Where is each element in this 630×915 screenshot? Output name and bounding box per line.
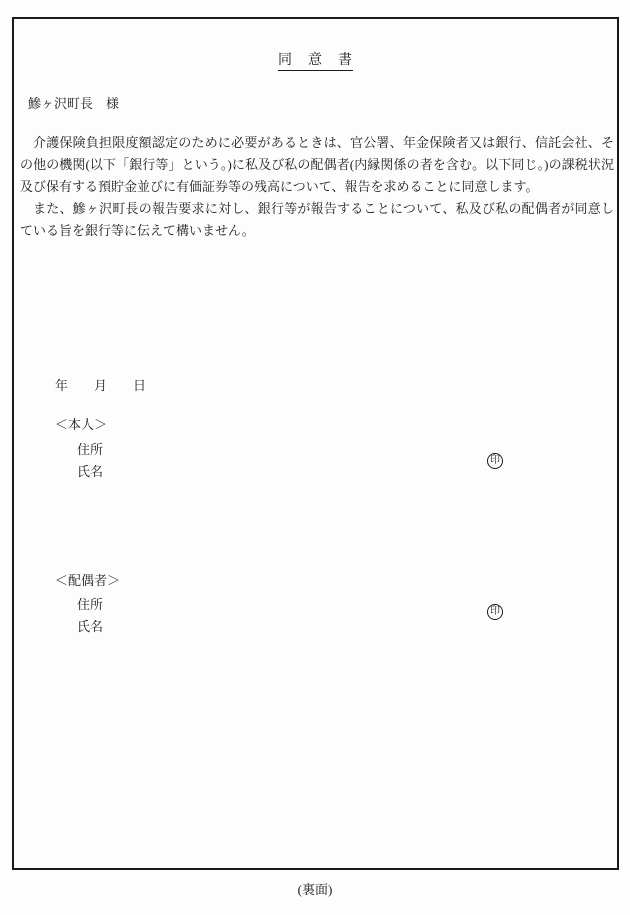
self-seal-character: 印 [490,455,500,466]
spouse-address-label: 住所 [77,597,104,612]
paragraph-consent: 介護保険負担限度額認定のために必要があるときは、官公署、年金保険者又は銀行、信託会社、その他の機関(以下「銀行等」という。)に私及び私の配偶者(内縁関係の者を含む。以下同じ。)の課税状況及び保有する預貯金並びに有価証券等の残高について、報告を求めることに同意します。 [20,135,614,194]
spouse-seal-icon [487,604,503,620]
document-title [14,49,617,69]
spouse-name-label: 氏名 [77,619,104,634]
body-text-block [20,132,614,242]
addressee-line: 鰺ヶ沢町長 様 [28,96,120,111]
self-address-label: 住所 [77,442,104,457]
spouse-section-label: ＜配偶者＞ [55,573,121,588]
paragraph-notification: また、鰺ヶ沢町長の報告要求に対し、銀行等が報告することについて、私及び私の配偶者が同意している旨を銀行等に伝えて構いません。 [20,201,614,238]
self-section-label: ＜本人＞ [55,417,108,432]
back-side-note: (裏面) [297,882,333,897]
date-line: 年 月 日 [55,378,147,393]
self-seal-icon [487,453,503,469]
self-name-label: 氏名 [77,464,104,479]
document-title-text: 同 意 書 [278,53,353,71]
document-border-frame [12,17,619,870]
spouse-seal-character: 印 [490,606,500,617]
